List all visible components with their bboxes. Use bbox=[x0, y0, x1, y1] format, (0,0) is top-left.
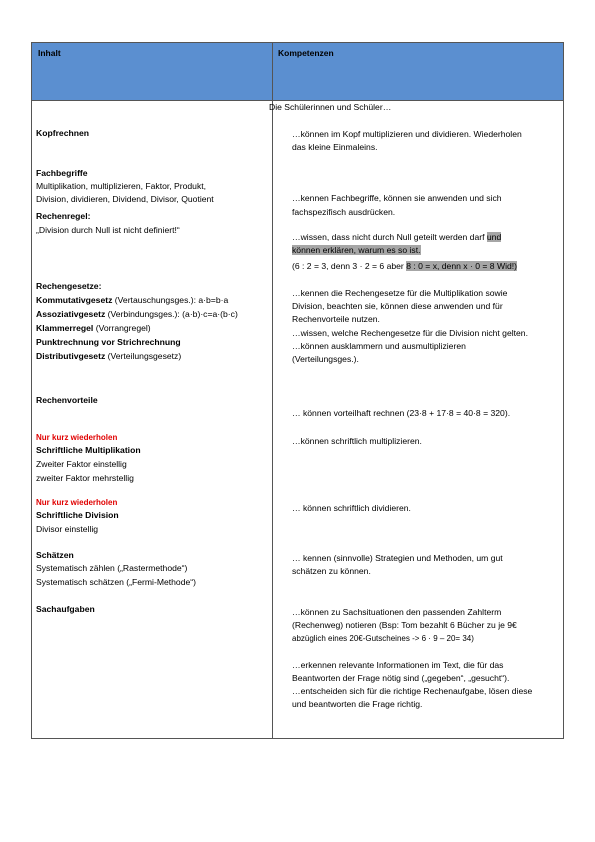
topic-schriftl-multiplikation: Schriftliche Multiplikation bbox=[36, 445, 141, 455]
kompetenz-div: … können schriftlich dividieren. bbox=[292, 503, 411, 513]
topic-fachbegriffe: Fachbegriffe bbox=[36, 168, 88, 178]
header-inhalt: Inhalt bbox=[38, 48, 61, 58]
rechenregel-text: „Division durch Null ist nicht definiert!“ bbox=[36, 225, 180, 235]
schaetzen-line-2: Systematisch schätzen („Fermi-Methode“) bbox=[36, 577, 196, 587]
kompetenz-sach-6: …entscheiden sich für die richtige Rechenaufgabe, lösen diese bbox=[292, 686, 533, 696]
note-nur-kurz-2: Nur kurz wiederholen bbox=[36, 498, 118, 507]
kompetenz-fach-2: fachspezifisch ausdrücken. bbox=[292, 207, 396, 217]
kompetenz-null-3: (6 : 2 = 3, denn 3 · 2 = 6 aber 8 : 0 = x, denn x · 0 = 8 Wid!) bbox=[292, 261, 518, 271]
schaetzen-line-1: Systematisch zählen („Rastermethode“) bbox=[36, 563, 188, 573]
kompetenz-gesetze-4: …wissen, welche Rechengesetze für die Division nicht gelten. bbox=[292, 328, 528, 338]
law-assoziativ: Assoziativgesetz (Verbindungsges.): (a·b)·c=a·(b·c) bbox=[36, 309, 238, 319]
intro-text: Die Schülerinnen und Schüler… bbox=[269, 102, 392, 112]
table-header bbox=[32, 43, 563, 101]
topic-kopfrechnen: Kopfrechnen bbox=[36, 128, 89, 138]
kompetenz-sach-4: …erkennen relevante Informationen im Text, die für das bbox=[292, 660, 504, 670]
kompetenz-kopf-1: …können im Kopf multiplizieren und dividieren. Wiederholen bbox=[292, 129, 522, 139]
div-line-1: Divisor einstellig bbox=[36, 524, 99, 534]
kompetenz-gesetze-2: Division, beachten sie, können diese anwenden und für bbox=[292, 301, 503, 311]
kompetenz-vorteil: … können vorteilhaft rechnen (23·8 + 17·8 = 40·8 = 320). bbox=[292, 408, 511, 418]
topic-sachaufgaben: Sachaufgaben bbox=[36, 604, 95, 614]
mult-line-2: zweiter Faktor mehrstellig bbox=[36, 473, 134, 483]
kompetenz-gesetze-5: …können ausklammern und ausmultiplizieren bbox=[292, 341, 466, 351]
header-kompetenzen: Kompetenzen bbox=[278, 48, 334, 58]
kompetenz-sach-1: …können zu Sachsituationen den passenden Zahlterm bbox=[292, 607, 502, 617]
law-kommutativ: Kommutativgesetz (Vertauschungsges.): a·b=b·a bbox=[36, 295, 229, 305]
law-klammer: Klammerregel (Vorrangregel) bbox=[36, 323, 151, 333]
kompetenz-schaetz-2: schätzen zu können. bbox=[292, 566, 371, 576]
kompetenz-fach-1: …kennen Fachbegriffe, können sie anwenden und sich bbox=[292, 193, 502, 203]
kompetenz-sach-2: (Rechenweg) notieren (Bsp: Tom bezahlt 6 Bücher zu je 9€ bbox=[292, 620, 517, 630]
kompetenz-sach-5: Beantworten der Frage nötig sind („gegeben“, „gesucht“). bbox=[292, 673, 510, 683]
kompetenz-sach-7: und beantworten die Frage richtig. bbox=[292, 699, 423, 709]
topic-rechenregel: Rechenregel: bbox=[36, 211, 91, 221]
column-divider bbox=[272, 43, 273, 738]
fachbegriffe-line-2: Division, dividieren, Dividend, Divisor, Quotient bbox=[36, 194, 214, 204]
kompetenz-null-2: können erklären, warum es so ist. bbox=[292, 245, 421, 255]
kompetenz-null-1: …wissen, dass nicht durch Null geteilt werden darf und bbox=[292, 232, 502, 242]
kompetenz-gesetze-6: (Verteilungsges.). bbox=[292, 354, 359, 364]
topic-rechenvorteile: Rechenvorteile bbox=[36, 395, 98, 405]
kompetenz-sach-3: abzüglich eines 20€-Gutscheines -> 6 · 9 – 20= 34) bbox=[292, 634, 474, 643]
kompetenz-gesetze-1: …kennen die Rechengesetze für die Multiplikation sowie bbox=[292, 288, 508, 298]
topic-rechengesetze: Rechengesetze: bbox=[36, 281, 102, 291]
topic-schriftl-division: Schriftliche Division bbox=[36, 510, 119, 520]
law-punkt-vor-strich: Punktrechnung vor Strichrechnung bbox=[36, 337, 181, 347]
kompetenz-kopf-2: das kleine Einmaleins. bbox=[292, 142, 378, 152]
kompetenz-mult: …können schriftlich multiplizieren. bbox=[292, 436, 422, 446]
kompetenz-gesetze-3: Rechenvorteile nutzen. bbox=[292, 314, 380, 324]
mult-line-1: Zweiter Faktor einstellig bbox=[36, 459, 127, 469]
law-distributiv: Distributivgesetz (Verteilungsgesetz) bbox=[36, 351, 182, 361]
note-nur-kurz-1: Nur kurz wiederholen bbox=[36, 433, 118, 442]
topic-schaetzen: Schätzen bbox=[36, 550, 74, 560]
kompetenz-schaetz-1: … kennen (sinnvolle) Strategien und Methoden, um gut bbox=[292, 553, 503, 563]
fachbegriffe-line-1: Multiplikation, multiplizieren, Faktor, Produkt, bbox=[36, 181, 207, 191]
